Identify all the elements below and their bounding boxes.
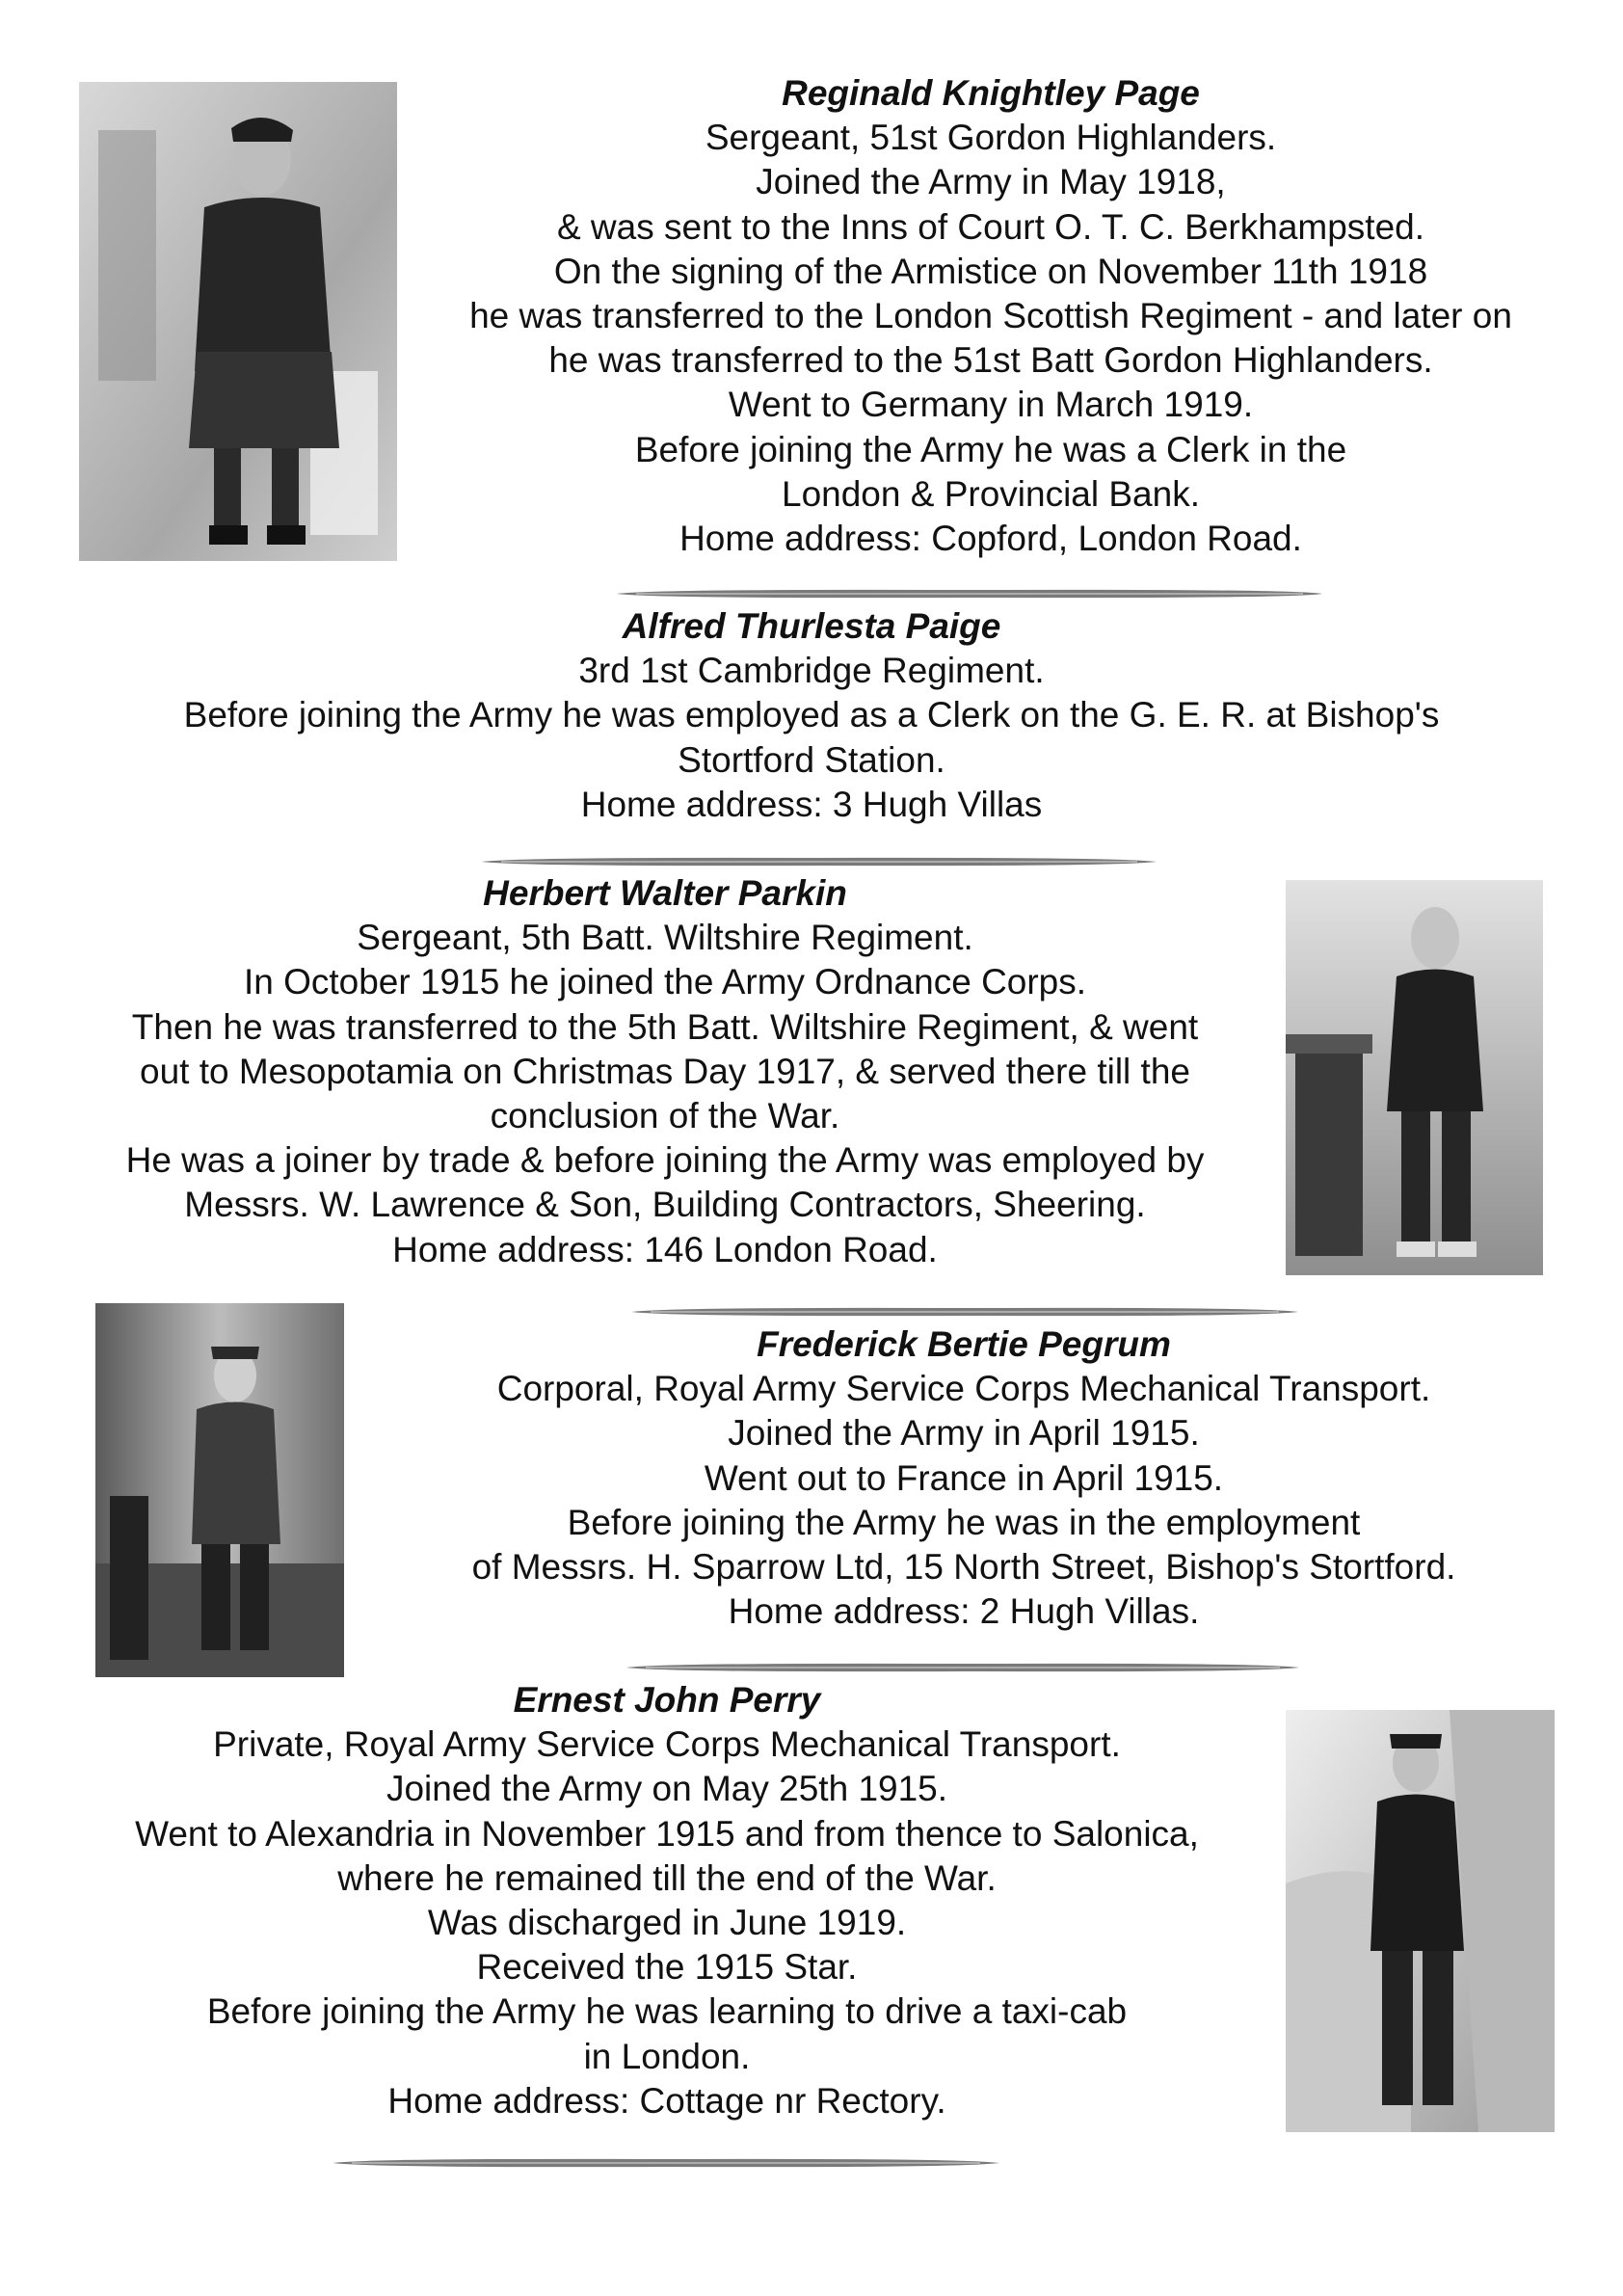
entry-reginald-page — [405, 71, 1577, 561]
entry-line: Then he was transferred to the 5th Batt. Wiltshire Regiment, & went — [131, 1006, 1199, 1047]
entry-line: of Messrs. H. Sparrow Ltd, 15 North Street, Bishop's Stortford. — [471, 1547, 1456, 1588]
entry-name: Herbert Walter Parkin — [483, 873, 847, 913]
entry-line: Was discharged in June 1919. — [427, 1903, 907, 1943]
divider-rule — [617, 588, 1322, 600]
entry-line: Home address: 146 London Road. — [392, 1229, 938, 1269]
entry-line: & was sent to the Inns of Court O. T. C. Berkhampsted. — [556, 206, 1425, 247]
entry-line: Messrs. W. Lawrence & Son, Building Contractors, Sheering. — [184, 1185, 1146, 1225]
entry-line: he was transferred to the 51st Batt Gordon Highlanders. — [548, 340, 1433, 381]
entry-name: Reginald Knightley Page — [782, 73, 1200, 113]
entry-alfred-paige — [58, 604, 1565, 827]
divider-rule — [626, 1662, 1299, 1673]
entry-line: Sergeant, 51st Gordon Highlanders. — [705, 118, 1277, 158]
entry-line: Received the 1915 Star. — [476, 1947, 858, 1988]
entry-line: Before joining the Army he was employed as a Clerk on the G. E. R. at Bishop's — [183, 695, 1440, 735]
entry-line: in London. — [583, 2036, 751, 2076]
entry-line: out to Mesopotamia on Christmas Day 1917, & served there till the — [140, 1051, 1190, 1091]
portrait-photo-ernest-perry — [1286, 1710, 1555, 2132]
entry-line: Joined the Army in May 1918, — [756, 162, 1226, 202]
entry-line: On the signing of the Armistice on November 11th 1918 — [553, 251, 1428, 291]
entry-line: Corporal, Royal Army Service Corps Mechanical Transport. — [496, 1369, 1431, 1409]
entry-line: Before joining the Army he was learning to drive a taxi-cab — [206, 1991, 1128, 2032]
entry-line: Home address: 3 Hugh Villas — [580, 784, 1043, 824]
entry-line: In October 1915 he joined the Army Ordnance Corps. — [243, 962, 1087, 1002]
divider-rule — [333, 2157, 999, 2169]
entry-line: Joined the Army in April 1915. — [728, 1413, 1200, 1454]
entry-line: Home address: Cottage nr Rectory. — [387, 2080, 946, 2121]
entry-line: Private, Royal Army Service Corps Mechanical Transport. — [213, 1724, 1121, 1765]
entry-line: Went to Alexandria in November 1915 and from thence to Salonica, — [135, 1813, 1199, 1854]
portrait-photo-herbert-parkin — [1286, 880, 1543, 1275]
entry-line: Before joining the Army he was a Clerk in the — [634, 429, 1347, 469]
entry-line: Joined the Army on May 25th 1915. — [386, 1769, 948, 1809]
entry-line: He was a joiner by trade & before joining the Army was employed by — [125, 1140, 1205, 1181]
entry-line: Before joining the Army he was in the employment — [567, 1502, 1361, 1542]
entry-name: Ernest John Perry — [513, 1680, 821, 1720]
entry-frederick-pegrum — [386, 1322, 1542, 1634]
entry-line: Sergeant, 5th Batt. Wiltshire Regiment. — [357, 918, 973, 958]
portrait-photo-reginald-page — [79, 82, 397, 561]
entry-name: Alfred Thurlesta Paige — [622, 606, 1001, 646]
entry-line: 3rd 1st Cambridge Regiment. — [578, 651, 1045, 691]
entry-line: London & Provincial Bank. — [782, 473, 1200, 514]
entry-ernest-perry — [58, 1678, 1276, 2123]
entry-line: conclusion of the War. — [490, 1096, 840, 1136]
entry-line: where he remained till the end of the War. — [337, 1857, 997, 1898]
divider-rule — [631, 1306, 1298, 1318]
portrait-photo-frederick-pegrum — [95, 1303, 344, 1677]
entry-herbert-parkin — [58, 871, 1272, 1272]
entry-line: he was transferred to the London Scottish Regiment - and later on — [469, 296, 1512, 336]
entry-line: Home address: 2 Hugh Villas. — [728, 1591, 1200, 1632]
entry-name: Frederick Bertie Pegrum — [757, 1324, 1171, 1364]
entry-line: Home address: Copford, London Road. — [679, 519, 1302, 559]
entry-line: Went to Germany in March 1919. — [728, 385, 1254, 425]
entry-line: Went out to France in April 1915. — [704, 1457, 1224, 1498]
divider-rule — [482, 856, 1157, 868]
entry-line: Stortford Station. — [678, 739, 945, 780]
